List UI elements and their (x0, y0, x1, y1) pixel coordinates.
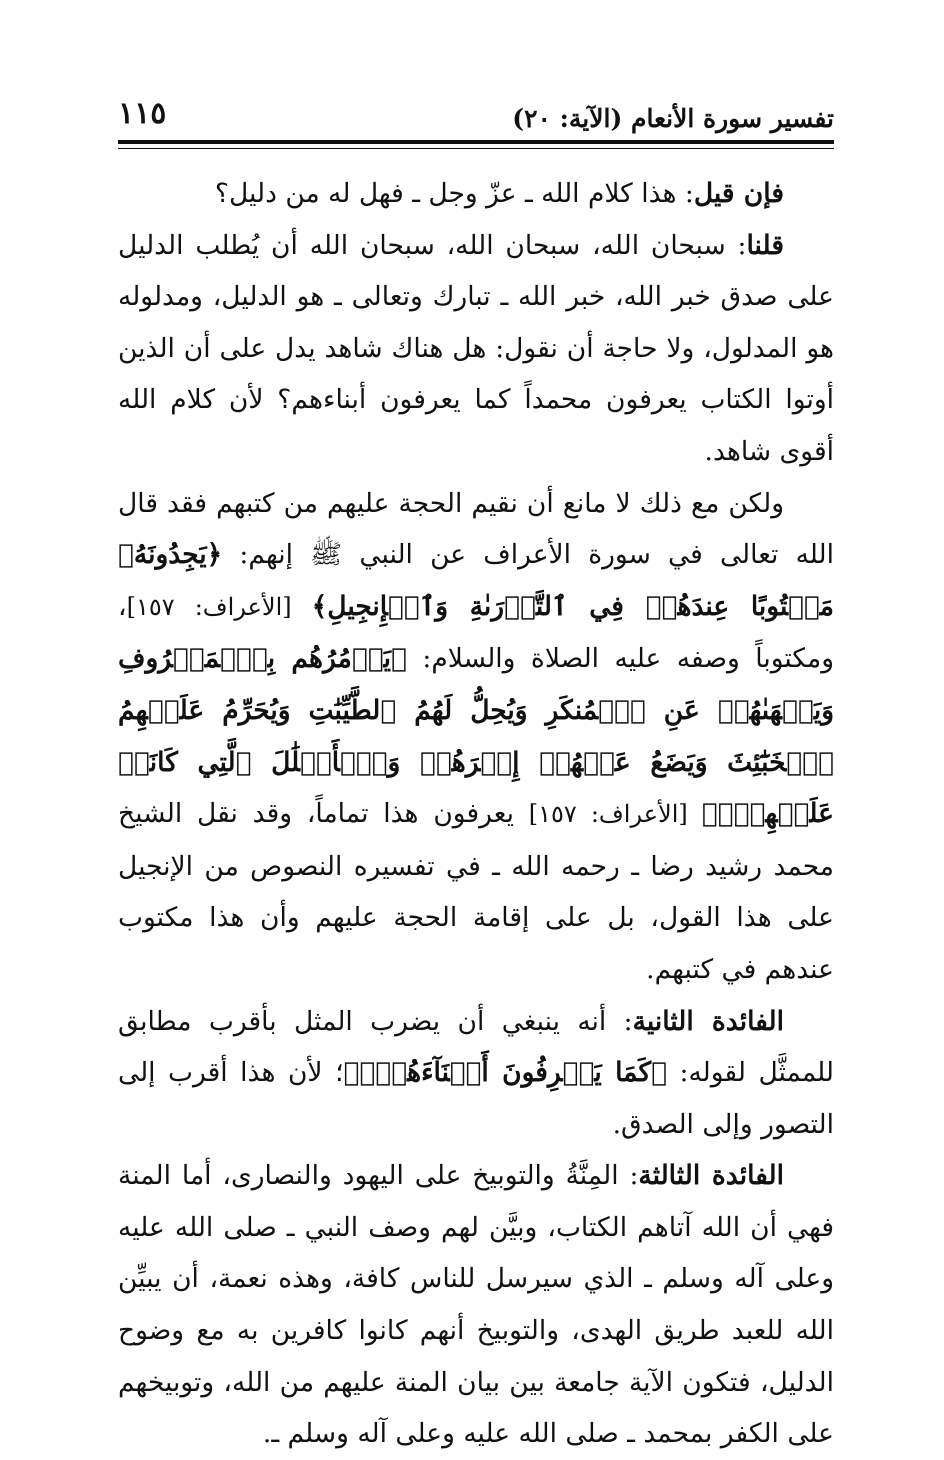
paragraph-benefit-two (118, 996, 834, 1151)
paragraph-text: : أنه ينبغي أن يضرب المثل بأقرب مطابق للممثَّل لقوله: (118, 1005, 834, 1089)
lead-phrase: قلنا (746, 229, 784, 261)
paragraph-text: ولكن مع ذلك لا مانع أن نقيم الحجة عليهم من كتبهم فقد قال الله تعالى في سورة الأعراف عن النبي ﷺ إنهم: (118, 487, 834, 571)
lead-phrase: الفائدة الثانية (632, 1005, 784, 1037)
paragraph-text: : المِنَّةُ والتوبيخ على اليهود والنصارى، أما المنة فهي أن الله آتاهم الكتاب، وبيَّن لهم وصف النبي ـ صلى الله عليه وعلى آله وسلم ـ الذي سيرسل للناس كافة، وهذه نعمة، أن يبيِّن الله للعبد طريق الهدى، والتوبيخ أنهم كانوا كافرين به مع وضوح الدليل، فتكون الآية جامعة بين بيان المنة عليهم من الله، وتوبيخهم على الكفر بمحمد ـ صلى الله عليه وعلى آله وسلم ـ. (118, 1160, 834, 1450)
body-text (118, 168, 834, 1460)
quran-verse: ﴿يَجِدُونَهُۥ مَكۡتُوبًا عِندَهُمۡ فِي ٱلتَّوۡرَىٰةِ وَٱلۡإِنجِيلِ﴾ (118, 539, 834, 622)
paragraph-text: ؛ لأن هذا أقرب إلى التصور وإلى الصدق. (118, 1057, 834, 1140)
paragraph-text: : هذا كلام الله ـ عزّ وجل ـ فهل له من دليل؟ (214, 178, 694, 209)
paragraph-text: يعرفون هذا تماماً، وقد نقل الشيخ محمد رشيد رضا ـ رحمه الله ـ في تفسيره النصوص من الإنجيل على هذا القول، بل على إقامة الحجة عليهم وأن هذا مكتوب عندهم في كتبهم. (118, 798, 834, 985)
quran-verse: ﴿كَمَا يَعۡرِفُونَ أَبۡنَآءَهُمُۘ﴾ (343, 1057, 667, 1089)
paragraph-text: ، ومكتوباً وصفه عليه الصلاة والسلام: (118, 590, 835, 675)
page-number: ١١٥ (118, 96, 167, 131)
lead-phrase: فإن قيل (693, 178, 784, 209)
paragraph-answer (118, 220, 834, 478)
running-title: تفسير سورة الأنعام (الآية: ٢٠) (512, 104, 834, 133)
paragraph-evidence (118, 478, 834, 996)
verse-reference: [الأعراف: ١٥٧] (126, 592, 312, 621)
header-rule-thin (118, 148, 834, 149)
header-rule-thick (118, 140, 834, 144)
paragraph-text: : سبحان الله، سبحان الله، سبحان الله أن يُطلب الدليل على صدق خبر الله، خبر الله ـ تبارك وتعالى ـ هو الدليل، ومدلوله هو المدلول، ولا حاجة أن نقول: هل هناك شاهد يدل على أن الذين أوتوا الكتاب يعرفون محمداً كما يعرفون أبناءهم؟ لأن كلام الله أقوى شاهد. (118, 229, 834, 467)
paragraph-objection (118, 168, 834, 220)
verse-reference: [الأعراف: ١٥٧] (528, 800, 702, 829)
paragraph-benefit-three (118, 1150, 834, 1460)
page-header (118, 92, 834, 142)
quran-verse: ﴿يَأۡمُرُهُم بِٱلۡمَعۡرُوفِ وَيَنۡهَىٰهُمۡ عَنِ ٱلۡمُنكَرِ وَيُحِلُّ لَهُمُ ٱلطَّيِّبَٰتِ وَيُحَرِّمُ عَلَيۡهِمُ ٱلۡخَبَٰٓئِثَ وَيَضَعُ عَنۡهُمۡ إِصۡرَهُمۡ وَٱلۡأَغۡلَٰلَ ٱلَّتِي كَانَتۡ عَلَيۡهِمۡۚ﴾ (118, 643, 834, 830)
lead-phrase: الفائدة الثالثة (638, 1160, 784, 1192)
